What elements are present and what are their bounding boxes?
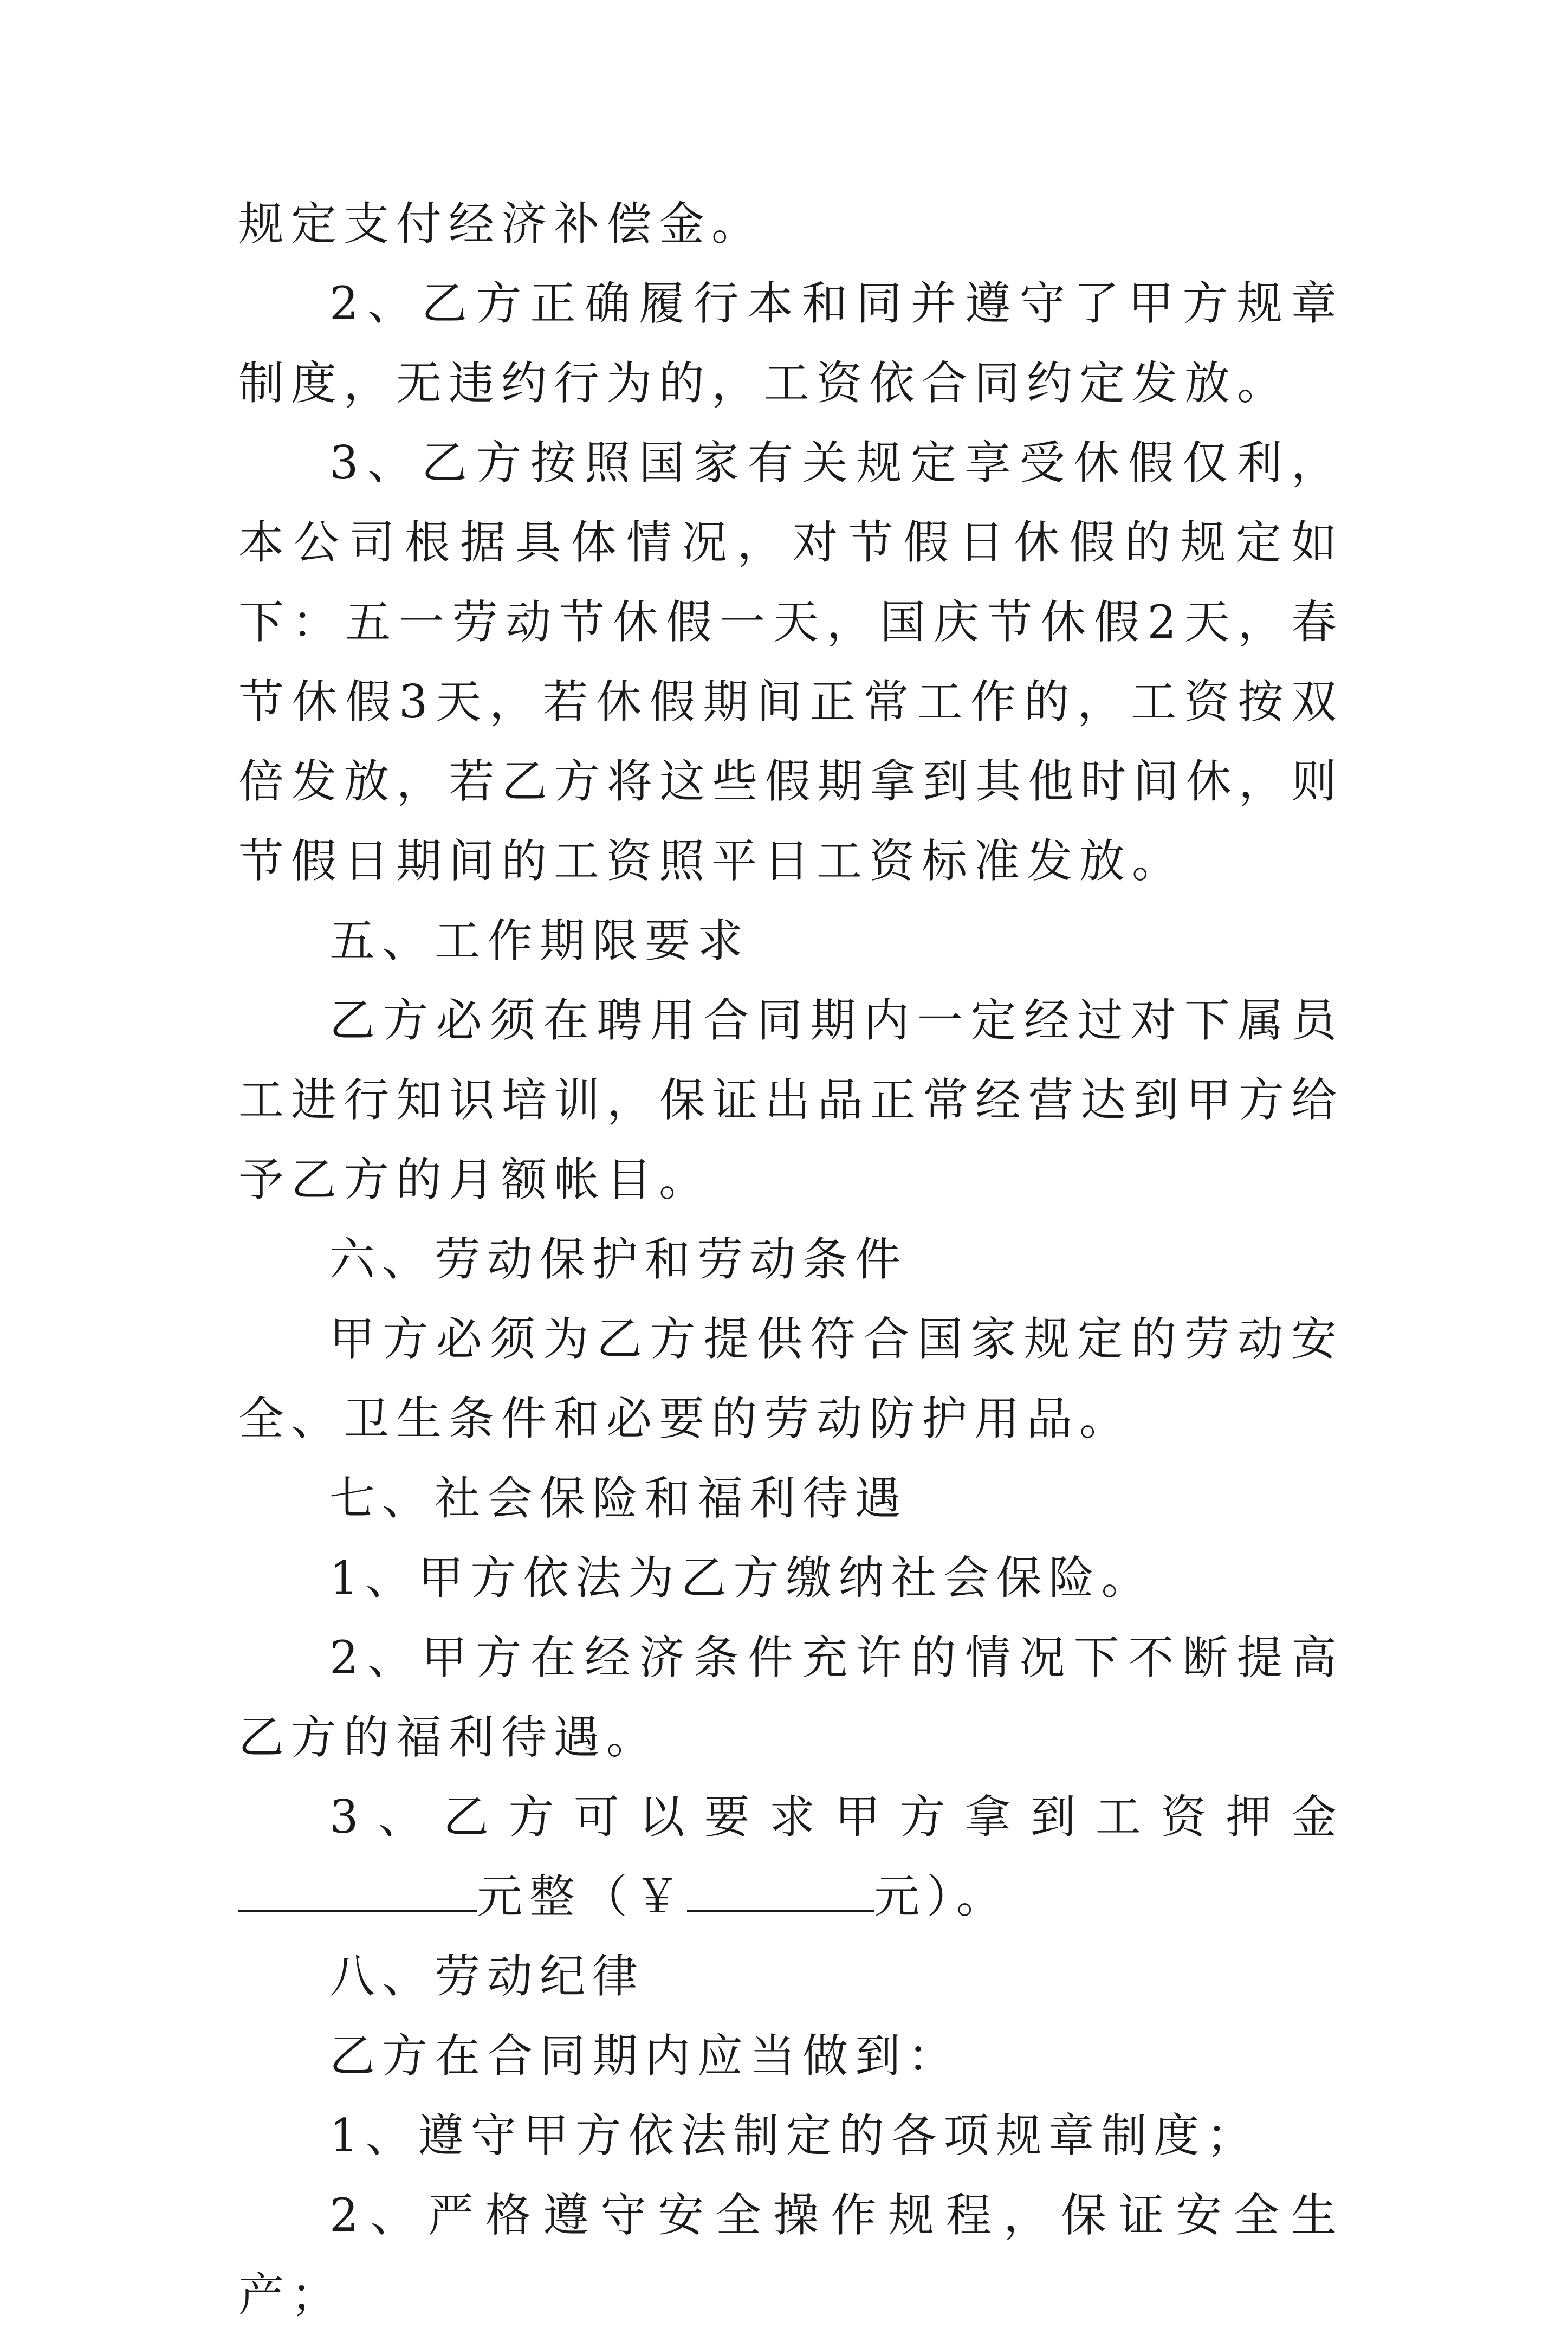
- paragraph-holiday-rules: 3、乙方按照国家有关规定享受休假仅利，本公司根据具体情况，对节假日休假的规定如下：五一劳动节休假一天，国庆节休假2天，春节休假3天，若休假期间正常工作的，工资按双倍发放，若乙方将这些假期拿到其他时间休，则节假日期间的工资照平日工资标准发放。: [238, 436, 1344, 888]
- paragraph-deposit: [238, 1777, 1344, 1937]
- paragraph-labor-protection: 甲方必须为乙方提供符合国家规定的劳动安全、卫生条件和必要的劳动防护用品。: [238, 1312, 1344, 1445]
- deposit-number-blank[interactable]: [687, 1872, 874, 1912]
- paragraph-salary-payment: 2、乙方正确履行本和同并遵守了甲方规章制度，无违约行为的，工资依合同约定发放。: [238, 277, 1344, 410]
- heading-social-insurance: 七、社会保险和福利待遇: [329, 1472, 908, 1525]
- deposit-close-text: 元）。: [874, 1870, 1009, 1923]
- paragraph-discipline-1: 1、遵守甲方依法制定的各项规章制度；: [329, 2109, 1259, 2162]
- deposit-amount-blank[interactable]: [238, 1872, 477, 1912]
- heading-work-term: 五、工作期限要求: [329, 914, 750, 967]
- deposit-lead-text: 3、乙方可以要求甲方拿到工资押金: [329, 1790, 1344, 1844]
- deposit-open-paren: （￥: [582, 1870, 688, 1923]
- paragraph-compensation-end: 规定支付经济补偿金。: [238, 197, 764, 250]
- paragraph-work-term: 乙方必须在聘用合同期内一定经过对下属员工进行知识培训，保证出品正常经营达到甲方给予乙方的月额帐目。: [238, 994, 1344, 1206]
- document-body: [238, 184, 1344, 2335]
- paragraph-insurance-1: 1、甲方依法为乙方缴纳社会保险。: [329, 1551, 1154, 1605]
- heading-labor-discipline: 八、劳动纪律: [329, 1950, 645, 2003]
- paragraph-discipline-2: 2、严格遵守安全操作规程，保证安全生产；: [238, 2189, 1344, 2321]
- deposit-unit-text: 元整: [477, 1870, 582, 1923]
- paragraph-insurance-2: 2、甲方在经济条件充许的情况下不断提高乙方的福利待遇。: [238, 1631, 1344, 1764]
- paragraph-discipline-intro: 乙方在合同期内应当做到：: [329, 2029, 961, 2082]
- heading-labor-protection: 六、劳动保护和劳动条件: [329, 1233, 908, 1286]
